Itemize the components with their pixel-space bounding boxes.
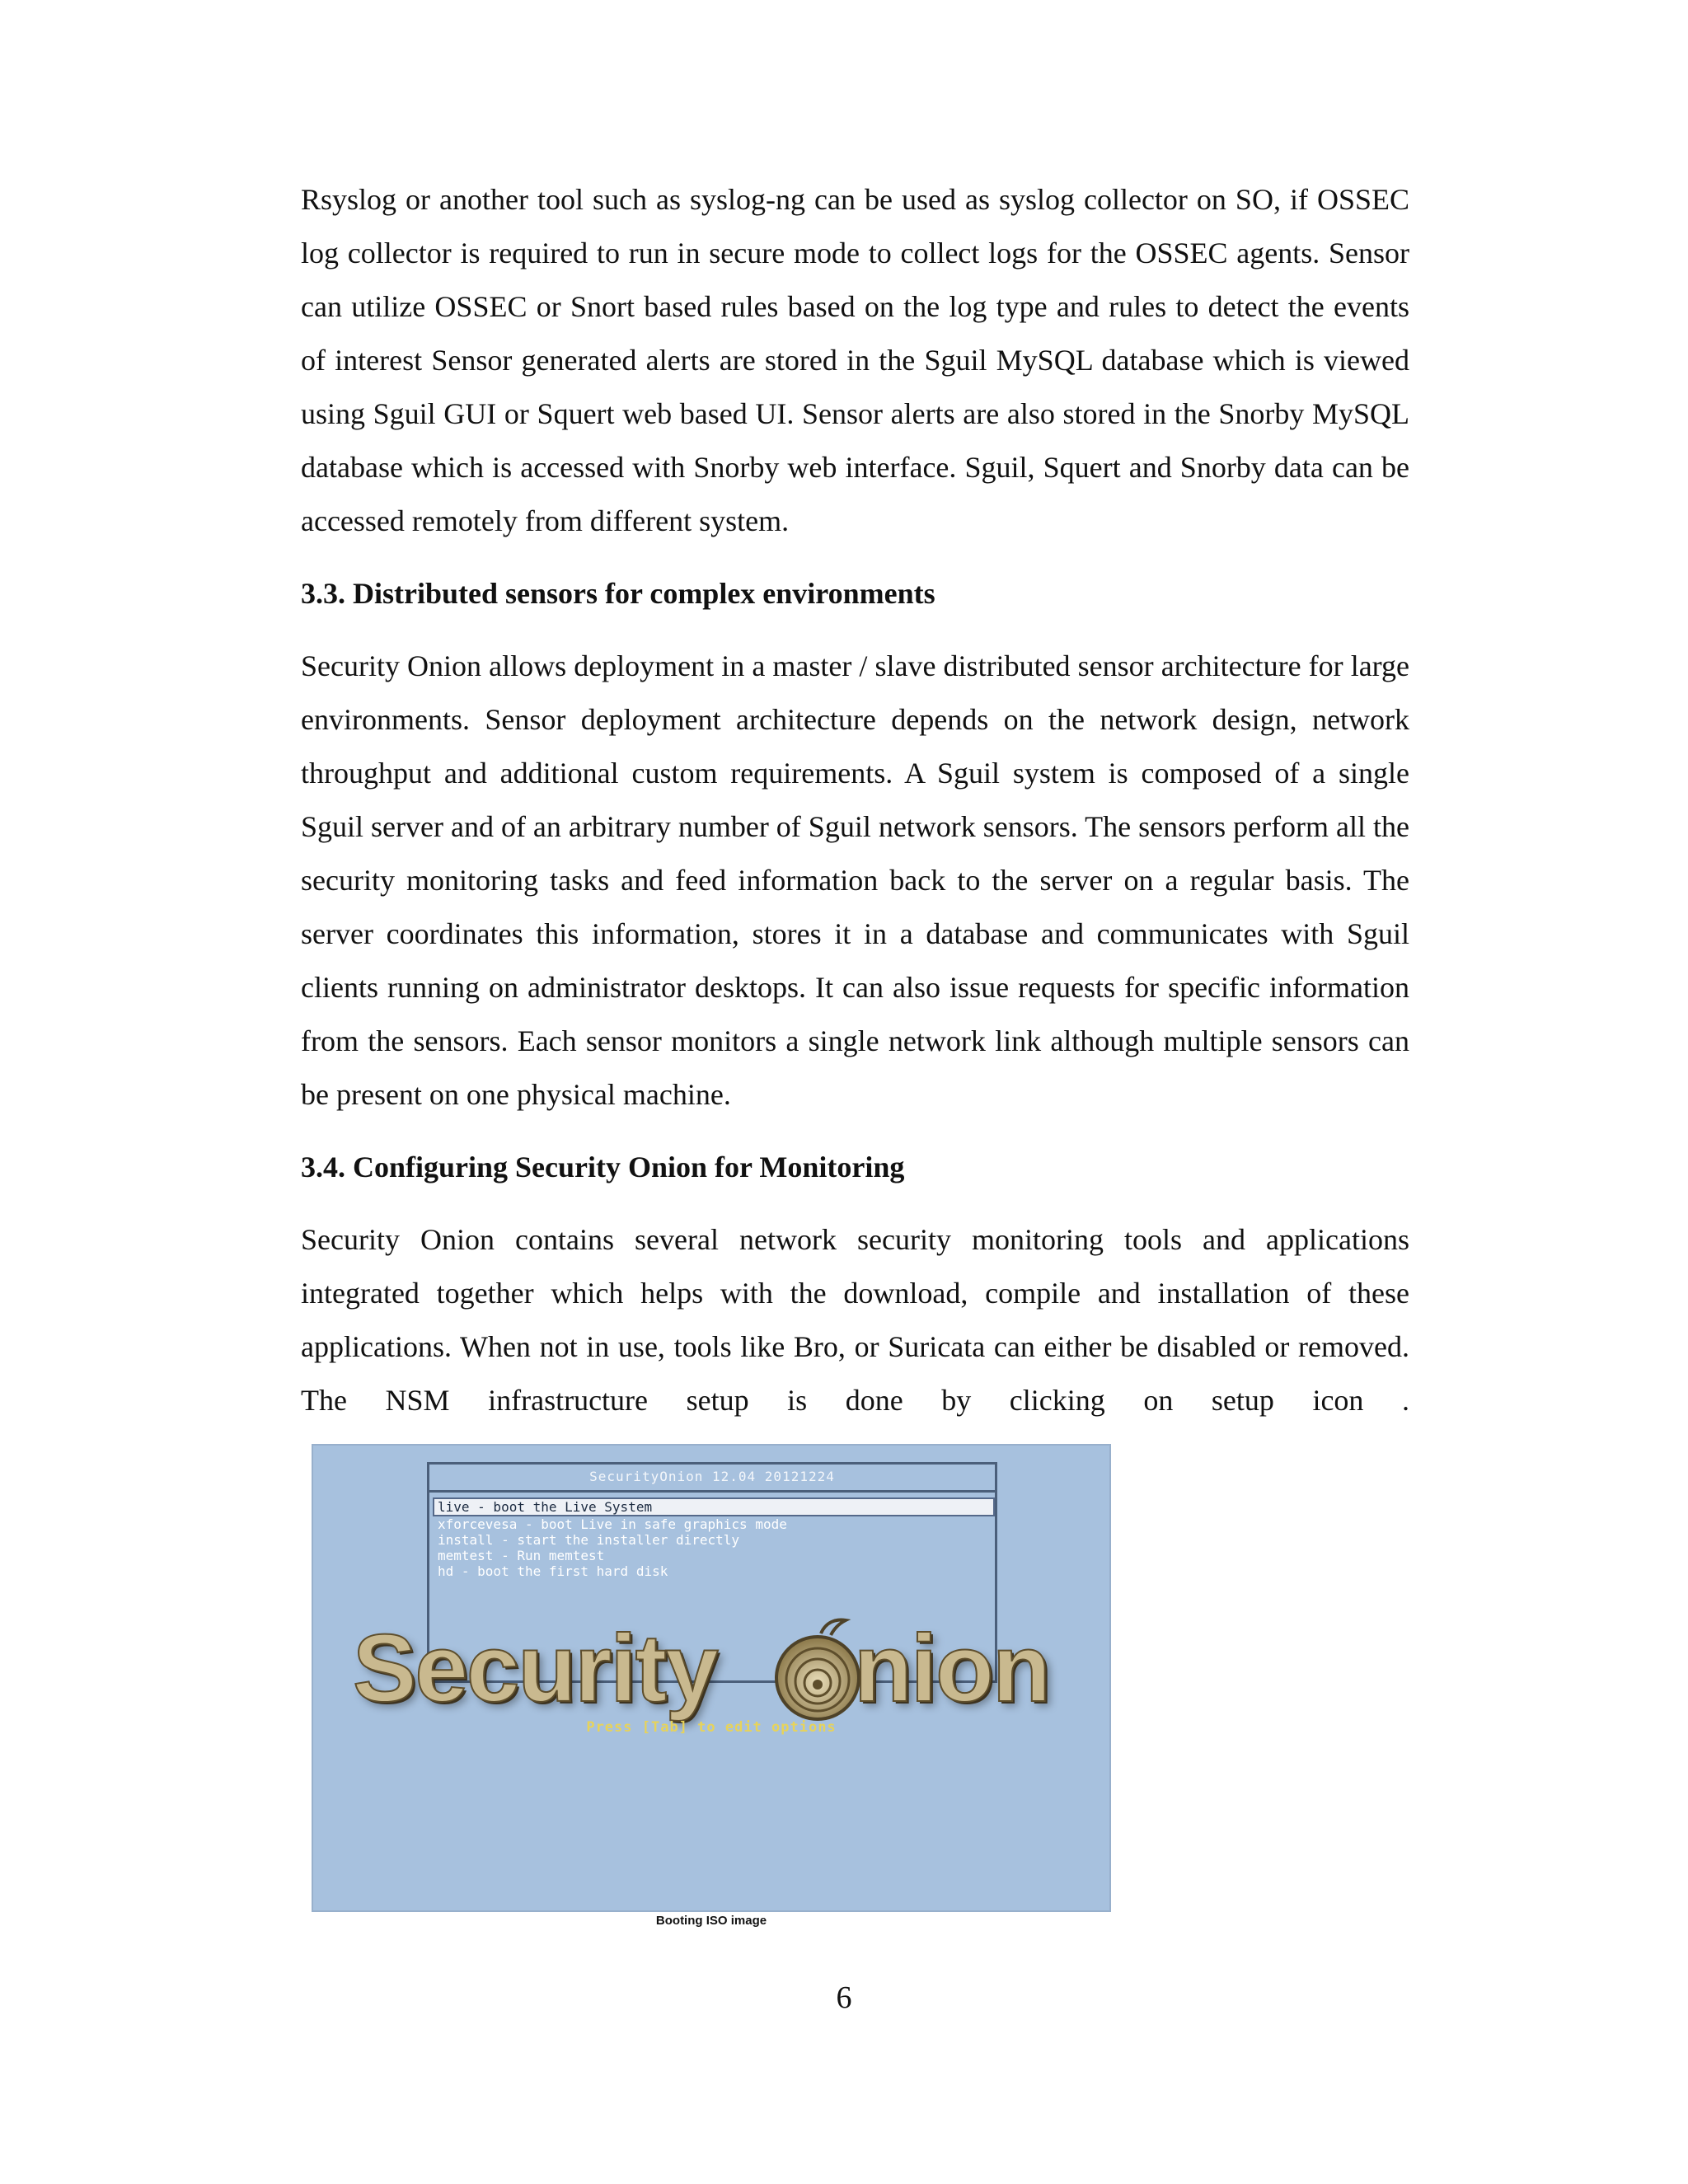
- logo-text-security: Security: [353, 1615, 717, 1722]
- section-heading-3-3: 3.3. Distributed sensors for complex environments: [301, 577, 935, 610]
- boot-item-install: install - start the installer directly: [438, 1532, 740, 1548]
- boot-item-memtest: memtest - Run memtest: [438, 1548, 605, 1563]
- logo-text-nion: nion: [854, 1615, 1049, 1722]
- security-onion-logo: [353, 1610, 1078, 1726]
- boot-item-hard-disk: hd - boot the first hard disk: [438, 1563, 668, 1579]
- boot-item-safe-graphics: xforcevesa - boot Live in safe graphics mode: [438, 1516, 787, 1532]
- boot-menu-items: [434, 1497, 992, 1579]
- page-number: 6: [836, 1980, 852, 2015]
- boot-item-live: live - boot the Live System: [433, 1497, 995, 1516]
- boot-screenshot-figure: [312, 1444, 1111, 1912]
- figure-caption: Booting ISO image: [655, 1914, 767, 1928]
- boot-menu-title: SecurityOnion 12.04 20121224: [429, 1465, 995, 1493]
- section-heading-3-4: 3.4. Configuring Security Onion for Monitoring: [301, 1151, 905, 1183]
- press-tab-hint: Press [Tab] to edit options: [586, 1719, 837, 1736]
- paragraph-3-3: Security Onion allows deployment in a master / slave distributed sensor architecture for large environments. Sensor deployment architecture depends on the network design, network throughput and additional custom requirements. A Sguil system is composed of a single Sguil server and of an arbitrary number of Sguil network sensors. The sensors perform all the security monitoring tasks and feed information back to the server on a regular basis. The server coordinates this information, stores it in a database and communicates with Sguil clients running on administrator desktops. It can also issue requests for specific information from the sensors. Each sensor monitors a single network link although multiple sensors can be present on one physical machine.: [301, 649, 1410, 1111]
- page-body: [301, 173, 1409, 1427]
- onion-icon: [768, 1615, 867, 1722]
- paragraph-intro: Rsyslog or another tool such as syslog-ng can be used as syslog collector on SO, if OSSEC log collector is required to run in secure mode to collect logs for the OSSEC agents. Sensor can utilize OSSEC or Snort based rules based on the log type and rules to detect the events of interest Sensor generated alerts are stored in the Sguil MySQL database which is viewed using Sguil GUI or Squert web based UI. Sensor alerts are also stored in the Snorby MySQL database which is accessed with Snorby web interface. Sguil, Squert and Snorby data can be accessed remotely from different system.: [301, 183, 1409, 537]
- paragraph-3-4: Security Onion contains several network security monitoring tools and applications integrated together which helps with the download, compile and installation of these applications. When not in use, tools like Bro, or Suricata can either be disabled or removed. The NSM infrastructure setup is done by clicking on setup icon .: [301, 1223, 1409, 1417]
